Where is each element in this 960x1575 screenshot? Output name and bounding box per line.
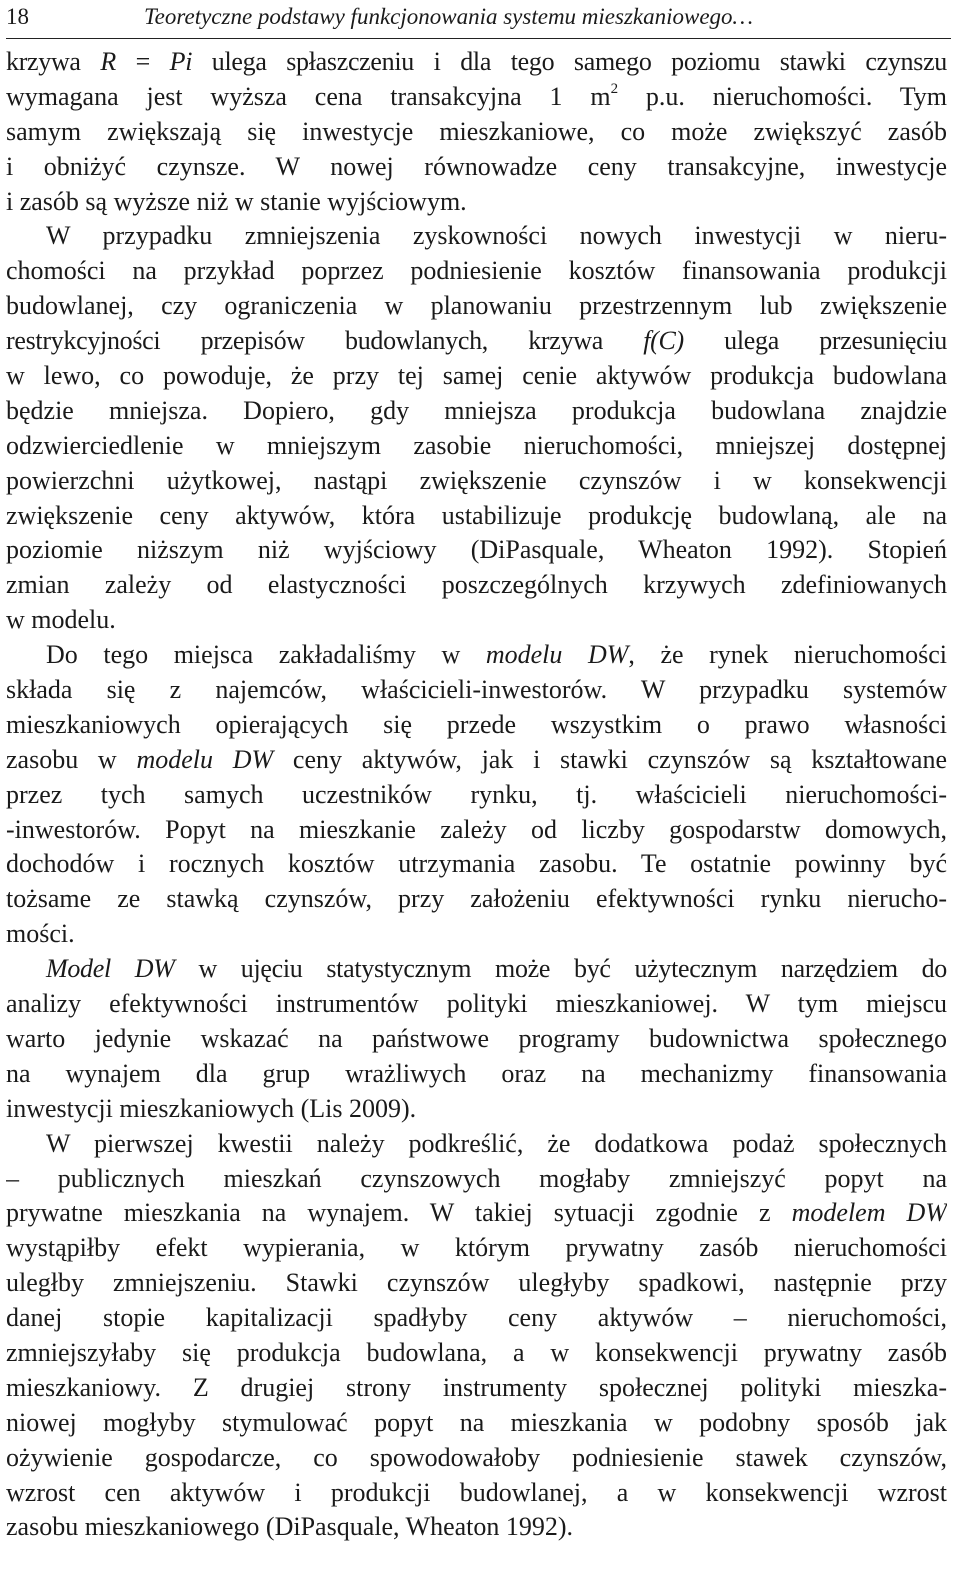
text-segment: przez tych samych uczestników rynku, tj. właścicieli nieruchomości-	[6, 779, 947, 809]
text-segment: p.u. nieruchomości. Tym	[618, 81, 947, 111]
text-segment: poziomie niższym niż wyjściowy (DiPasquale, Wheaton 1992). Stopień	[6, 535, 947, 565]
text-line	[6, 1336, 947, 1371]
text-segment: uległby zmniejszeniu. Stawki czynszów uległyby spadkowi, następnie przy	[6, 1268, 947, 1298]
text-segment: krzywa	[6, 47, 101, 76]
text-line	[6, 1057, 947, 1092]
text-segment: , że rynek nieruchomości	[628, 640, 947, 670]
text-segment: mości.	[6, 919, 75, 949]
text-segment: będzie mniejsza. Dopiero, gdy mniejsza produkcja budowlana znajdzie	[6, 395, 947, 425]
text-line	[6, 1127, 947, 1162]
text-line	[6, 185, 947, 220]
text-segment: ulega przesunięciu	[683, 326, 947, 356]
text-segment: i obniżyć czynsze. W nowej równowadze ceny transakcyjne, inwestycje	[6, 151, 947, 181]
text-segment: zmniejszyłaby się produkcja budowlana, a w konsekwencji prywatny zasób	[6, 1337, 947, 1367]
text-line	[6, 429, 947, 464]
text-segment: wystąpiłby efekt wypierania, w którym prywatny zasób nieruchomości	[6, 1233, 947, 1263]
text-segment: budowlanej, czy ograniczenia w planowaniu przestrzennym lub zwiększenie	[6, 291, 947, 321]
text-segment: warto jedynie wskazać na państwowe programy budownictwa społecznego	[6, 1023, 947, 1053]
text-line	[6, 1196, 947, 1231]
text-line	[6, 1266, 947, 1301]
text-segment: mieszkaniowych opierających się przede wszystkim o prawo własności	[6, 709, 947, 739]
text-line	[6, 743, 947, 778]
text-segment: wymagana jest wyższa cena transakcyjna 1 m	[6, 81, 611, 111]
text-line	[6, 917, 947, 952]
body-text	[6, 45, 947, 1545]
text-segment: zasobu mieszkaniowego (DiPasquale, Wheaton 1992).	[6, 1512, 574, 1542]
text-segment: W przypadku zmniejszenia zyskowności nowych inwestycji w nieru-	[46, 221, 947, 251]
text-segment: w modelu.	[6, 605, 116, 635]
text-segment: prywatne mieszkania na wynajem. W takiej sytuacji zgodnie z	[6, 1198, 792, 1228]
text-segment: wzrost cen aktywów i produkcji budowlanej, a w konsekwencji wzrost	[6, 1477, 947, 1507]
text-line	[6, 289, 947, 324]
text-line	[6, 1510, 947, 1545]
text-line	[6, 150, 947, 185]
text-segment: W pierwszej kwestii należy podkreślić, że dodatkowa podaż społecznych	[46, 1128, 947, 1158]
text-line	[6, 464, 947, 499]
italic-text: modelem DW	[791, 1198, 947, 1228]
text-line	[6, 1441, 947, 1476]
text-line	[6, 708, 947, 743]
text-line	[6, 568, 947, 603]
text-line	[6, 533, 947, 568]
text-segment: zasobu w	[6, 744, 137, 774]
text-segment: tożsame ze stawką czynszów, przy założeniu efektywności rynku nierucho-	[6, 884, 947, 914]
text-segment: – publicznych mieszkań czynszowych mogłaby zmniejszyć popyt na	[6, 1163, 947, 1193]
text-segment: restrykcyjności przepisów budowlanych, krzywa	[6, 326, 644, 356]
superscript: 2	[610, 80, 619, 97]
italic-text: f(C)	[643, 326, 684, 356]
text-segment: samym zwiększają się inwestycje mieszkaniowe, co może zwiększyć zasób	[6, 116, 947, 146]
text-line	[6, 324, 947, 359]
text-segment: zmian zależy od elastyczności poszczególnych krzywych zdefiniowanych	[6, 570, 947, 600]
italic-text: modelu DW	[485, 640, 629, 670]
text-segment: na wynajem dla grup wrażliwych oraz na mechanizmy finansowania	[6, 1058, 947, 1088]
text-line	[6, 603, 947, 638]
text-line	[6, 115, 947, 150]
text-line	[6, 499, 947, 534]
text-line	[6, 359, 947, 394]
text-segment: składa się z najemców, właścicieli-inwestorów. W przypadku systemów	[6, 675, 947, 705]
text-segment: ożywienie gospodarcze, co spowodowałoby podniesienie stawek czynszów,	[6, 1442, 947, 1472]
text-line	[6, 45, 947, 80]
text-segment: analizy efektywności instrumentów polityki mieszkaniowej. W tym miejscu	[6, 989, 947, 1019]
text-line	[6, 219, 947, 254]
italic-text: modelu DW	[136, 744, 274, 774]
text-line	[6, 952, 947, 987]
text-segment: danej stopie kapitalizacji spadłyby ceny aktywów – nieruchomości,	[6, 1303, 947, 1333]
text-line	[6, 673, 947, 708]
text-segment: ceny aktywów, jak i stawki czynszów są kształtowane	[273, 744, 947, 774]
text-segment: i zasób są wyższe niż w stanie wyjściowym.	[6, 186, 467, 216]
text-segment: =	[115, 47, 170, 76]
text-line	[6, 254, 947, 289]
text-segment: w ujęciu statystycznym może być użytecznym narzędziem do	[174, 954, 947, 984]
text-segment: mieszkaniowy. Z drugiej strony instrumenty społecznej polityki mieszka-	[6, 1372, 947, 1402]
italic-text: Pi	[169, 47, 193, 76]
text-segment: ulega spłaszczeniu i dla tego samego poziomu stawki czynszu	[192, 47, 947, 76]
text-line	[6, 987, 947, 1022]
text-segment: Do tego miejsca zakładaliśmy w	[46, 640, 486, 670]
page-number: 18	[6, 4, 29, 29]
text-segment: niowej mogłyby stymulować popyt na mieszkania w podobny sposób jak	[6, 1407, 947, 1437]
text-line	[6, 882, 947, 917]
text-line	[6, 1371, 947, 1406]
text-segment: dochodów i rocznych kosztów utrzymania zasobu. Te ostatnie powinny być	[6, 849, 947, 879]
text-segment: zwiększenie ceny aktywów, która ustabilizuje produkcję budowlaną, ale na	[6, 500, 947, 530]
text-line	[6, 80, 947, 115]
italic-text: Model DW	[46, 954, 175, 984]
text-segment: chomości na przykład poprzez podniesienie kosztów finansowania produkcji	[6, 256, 947, 286]
text-line	[6, 1162, 947, 1197]
text-line	[6, 1022, 947, 1057]
running-title: Teoretyczne podstawy funkcjonowania systemu mieszkaniowego…	[144, 4, 754, 29]
italic-text: R	[100, 47, 116, 76]
running-header	[6, 2, 951, 39]
text-line	[6, 1092, 947, 1127]
text-segment: w lewo, co powoduje, że przy tej samej cenie aktywów produkcja budowlana	[6, 361, 947, 391]
text-segment: powierzchni użytkowej, nastąpi zwiększenie czynszów i w konsekwencji	[6, 465, 947, 495]
text-segment: -inwestorów. Popyt na mieszkanie zależy od liczby gospodarstw domowych,	[6, 814, 947, 844]
text-line	[6, 638, 947, 673]
text-line	[6, 813, 947, 848]
text-line	[6, 1301, 947, 1336]
text-segment: inwestycji mieszkaniowych (Lis 2009).	[6, 1093, 417, 1123]
text-line	[6, 1231, 947, 1266]
text-line	[6, 778, 947, 813]
text-segment: odzwierciedlenie w mniejszym zasobie nieruchomości, mniejszej dostępnej	[6, 430, 947, 460]
text-line	[6, 847, 947, 882]
text-line	[6, 394, 947, 429]
text-line	[6, 1476, 947, 1511]
text-line	[6, 1406, 947, 1441]
